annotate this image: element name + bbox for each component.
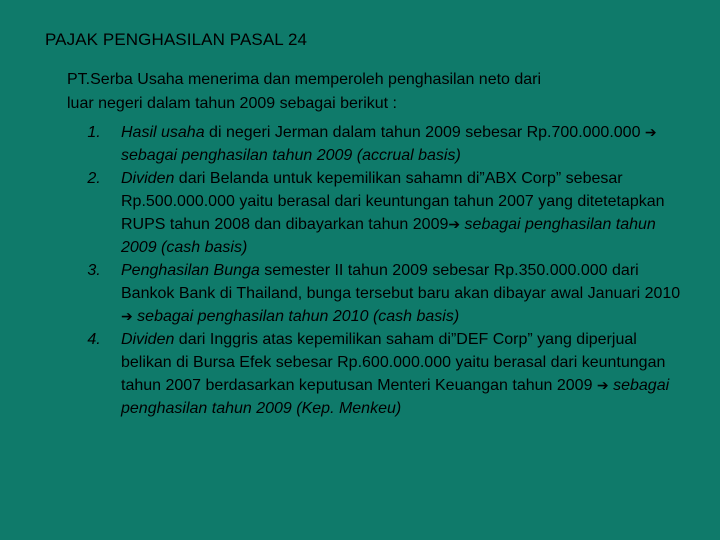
arrow-right-icon: ➔ [644,124,657,140]
item-description: dari Belanda untuk kepemilikan sahamn di”ABX Corp” sebesar Rp.500.000.000 yaitu berasal dari keuntungan tahun 2007 yang ditetetapkan RUPS tahun 2008 dan dibayarkan tahun 2009 [121,170,665,233]
list-item-text [121,259,687,328]
list-item-number: 1. [87,124,101,141]
tax-year-note: sebagai penghasilan tahun 2009 (accrual basis) [121,147,461,164]
intro-line: luar negeri dalam tahun 2009 sebagai berikut : [67,95,397,112]
item-description: semester II tahun 2009 sebesar Rp.350.000.000 dari Bankok Bank di Thailand, bunga tersebut baru akan dibayar awal Januari 2010 [121,262,681,302]
intro-line: PT.Serba Usaha menerima dan memperoleh penghasilan neto dari [67,71,542,88]
list-item-text [121,121,687,167]
income-type: Hasil usaha [121,124,205,141]
slide-title: PAJAK PENGHASILAN PASAL 24 [45,30,308,49]
item-description: dari Inggris atas kepemilikan saham di”DEF Corp” yang diperjual belikan di Bursa Efek sebesar Rp.600.000.000 yaitu berasal dari keuntungan tahun 2007 berdasarkan keputusan Menteri Keuangan tahun 2009 [121,331,666,394]
list-item-text [121,167,687,259]
list-item [67,259,687,328]
income-list [67,121,687,420]
list-item [67,121,687,167]
item-description: di negeri Jerman dalam tahun 2009 sebesar [204,124,527,141]
arrow-right-icon: ➔ [448,216,461,232]
list-item [67,167,687,259]
list-item-number: 3. [87,262,101,279]
tax-year-note: sebagai penghasilan tahun 2010 (cash basis) [132,308,460,325]
tax-year-note: sebagai penghasilan tahun 2009 (Kep. Menkeu) [121,377,670,417]
intro-paragraph [67,68,687,116]
list-item [67,328,687,420]
income-type: Penghasilan Bunga [121,262,260,279]
income-type: Dividen [121,170,175,187]
income-type: Dividen [121,331,175,348]
arrow-right-icon: ➔ [596,377,609,393]
item-amount: Rp.700.000.000 [526,124,645,141]
list-item-text [121,328,687,420]
arrow-right-icon: ➔ [121,308,133,324]
tax-year-note: sebagai penghasilan tahun 2009 (cash basis) [121,216,656,256]
list-item-number: 4. [87,331,101,348]
list-item-number: 2. [87,170,101,187]
